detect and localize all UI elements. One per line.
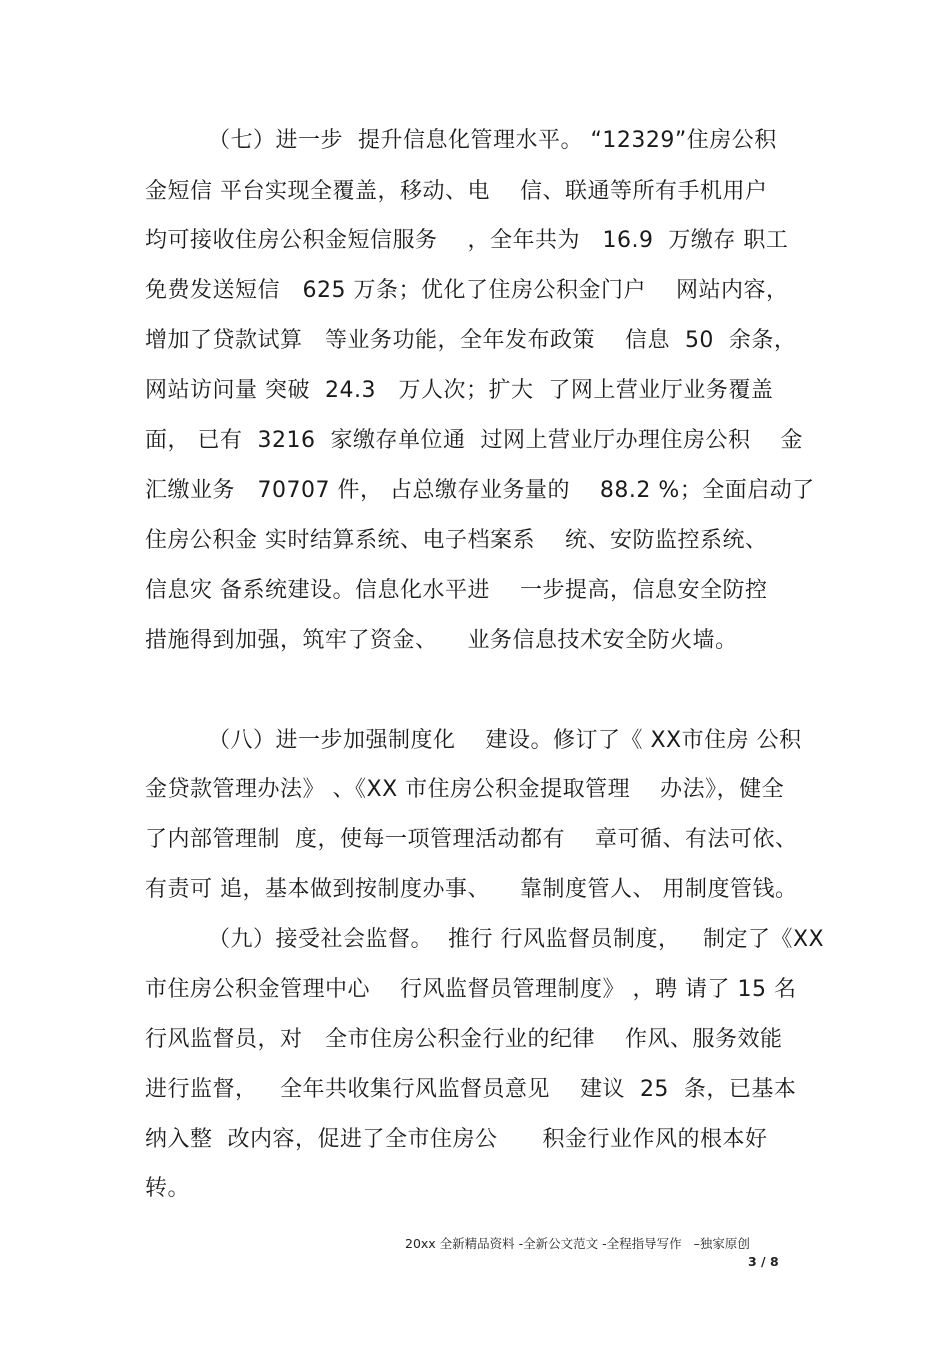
- text-line: （八）进一步加强制度化 建设。修订了《 XX市住房 公积: [208, 728, 802, 753]
- text-line: 转。: [145, 1176, 191, 1201]
- page-number: 3 / 8: [748, 1254, 779, 1269]
- footer-text: 20xx 全新精品资料 -全新公文范文 -全程指导写作 –独家原创: [405, 1236, 750, 1251]
- text-line: 措施得到加强，筑牢了资金、 业务信息技术安全防火墙。: [145, 628, 738, 653]
- text-line: 面， 已有 3216 家缴存单位通 过网上营业厅办理住房公积 金: [145, 428, 803, 453]
- text-line: 纳入整 改内容，促进了全市住房公 积金行业作风的根本好: [145, 1127, 768, 1152]
- text-line: 了内部管理制 度，使每一项管理活动都有 章可循、有法可依、: [145, 827, 798, 852]
- text-line: 网站访问量 突破 24.3 万人次；扩大 了网上营业厅业务覆盖: [145, 378, 774, 403]
- text-line: 金贷款管理办法》 、《XX 市住房公积金提取管理 办法》，健全: [145, 777, 785, 802]
- text-line: 有责可 追，基本做到按制度办事、 靠制度管人、 用制度管钱。: [145, 877, 798, 902]
- text-line: 行风监督员，对 全市住房公积金行业的纪律 作风、服务效能: [145, 1027, 783, 1052]
- text-line: 增加了贷款试算 等业务功能，全年发布政策 信息 50 余条，: [145, 328, 797, 353]
- text-line: 汇缴业务 70707 件， 占总缴存业务量的 88.2 %；全面启动了: [145, 478, 815, 503]
- text-line: 金短信 平台实现全覆盖，移动、电 信、联通等所有手机用户: [145, 179, 768, 204]
- text-line: 住房公积金 实时结算系统、电子档案系 统、安防监控系统、: [145, 528, 768, 553]
- text-line: （九）接受社会监督。 推行 行风监督员制度， 制定了《XX: [208, 927, 825, 952]
- text-line: 进行监督， 全年共收集行风监督员意见 建议 25 条，已基本: [145, 1077, 797, 1102]
- text-line: 信息灾 备系统建设。信息化水平进 一步提高，信息安全防控: [145, 578, 768, 603]
- text-line: （七）进一步 提升信息化管理水平。 “12329”住房公积: [208, 128, 777, 153]
- text-line: 均可接收住房公积金短信服务 ，全年共为 16.9 万缴存 职工: [145, 228, 789, 253]
- text-line: 市住房公积金管理中心 行风监督员管理制度》 ，聘 请了 15 名: [145, 977, 797, 1002]
- text-line: 免费发送短信 625 万条；优化了住房公积金门户 网站内容，: [145, 278, 789, 303]
